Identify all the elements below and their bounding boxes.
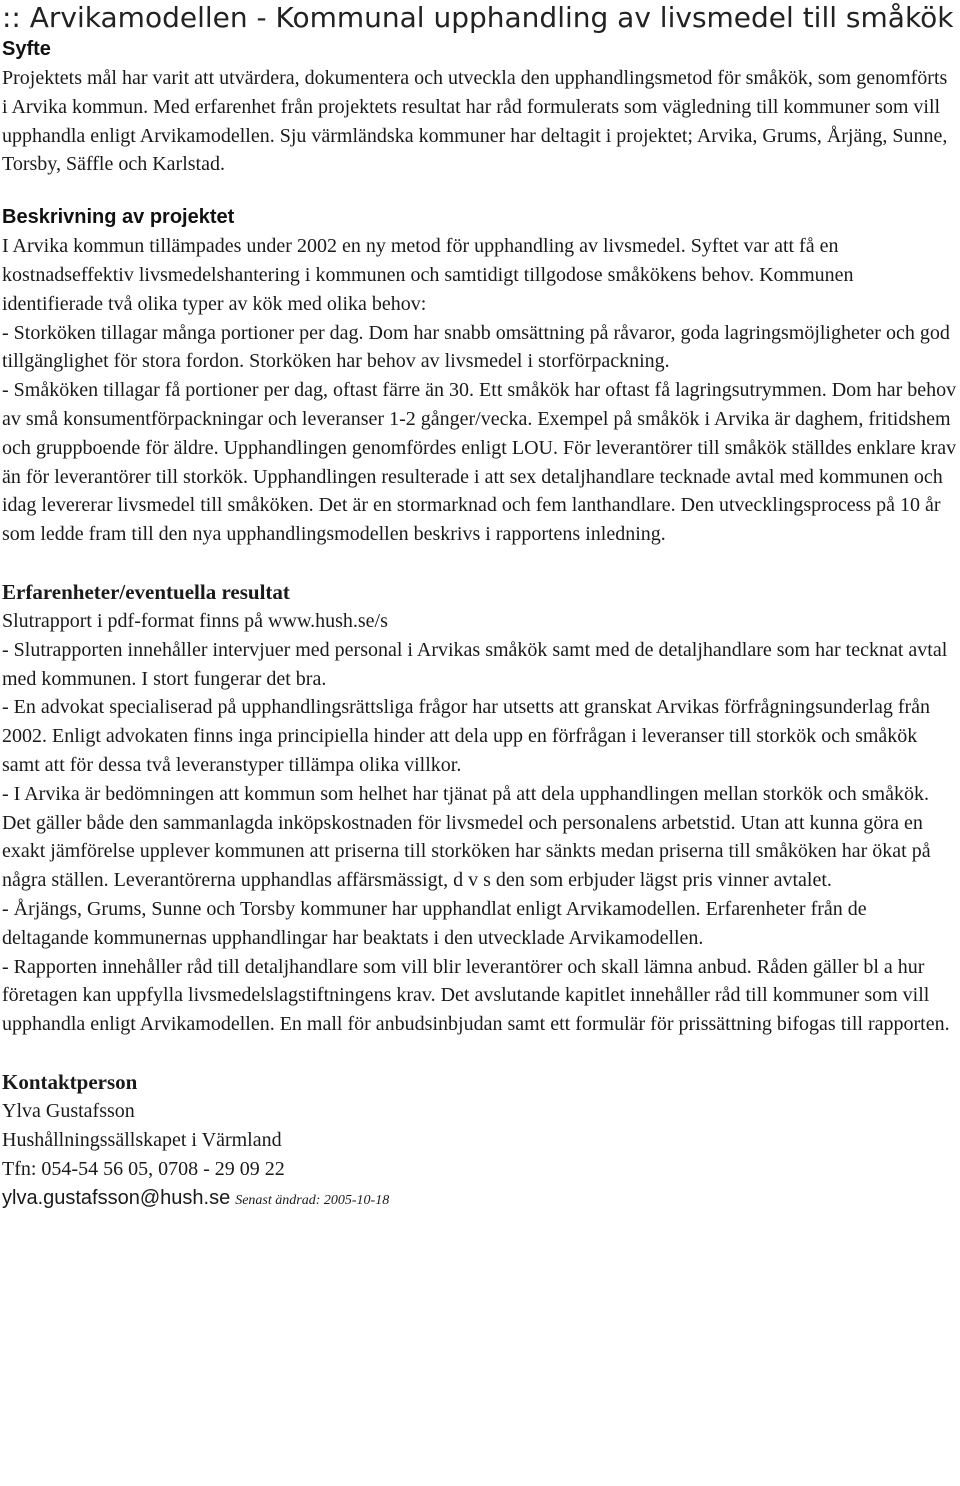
erfarenheter-paragraph-6: - Rapporten innehåller råd till detaljhandlare som vill blir leverantörer och skall lämna anbud. Råden gäller bl a hur företagen kan uppfylla livsmedelslagstiftningens krav. Det avslutande kapitlet innehåller råd till kommuner som vill upphandla enligt Arvikamodellen. En mall för anbudsinbjudan samt ett formulär för prissättning bifogas till rapporten. (2, 955, 950, 1036)
page-title: :: Arvikamodellen - Kommunal upphandling av livsmedel till småkök (2, 1, 954, 34)
beskrivning-paragraph-1: I Arvika kommun tillämpades under 2002 en ny metod för upphandling av livsmedel. Syftet var att få en kostnadseffektiv livsmedelshantering i kommunen och samtidigt tillgodose småkökens behov. Kommunen identifierade två olika typer av kök med olika behov: (2, 235, 854, 315)
section-heading-kontakt: Kontaktperson (2, 1069, 138, 1094)
last-changed: Senast ändrad: 2005-10-18 (235, 1192, 390, 1208)
erfarenheter-paragraph-1: Slutrapport i pdf-format finns på www.hush.se/s (2, 609, 388, 632)
erfarenheter-paragraph-5: - Årjängs, Grums, Sunne och Torsby kommuner har upphandlat enligt Arvikamodellen. Erfarenheter från de deltagande kommunernas upphandlingar har beaktats i den utvecklade Arvikamodellen. (2, 897, 867, 949)
spacer (2, 179, 957, 203)
section-heading-beskrivning: Beskrivning av projektet (2, 206, 235, 229)
section-heading-erfarenheter: Erfarenheter/eventuella resultat (2, 579, 290, 604)
syfte-text: Projektets mål har varit att utvärdera, dokumentera och utveckla den upphandlingsmetod för småkök, som genomförts i Arvika kommun. Med erfarenhet från projektets resultat har råd formulerats som vägledning till kommuner som vill upphandla enligt Arvikamodellen. Sju värmländska kommuner har deltagit i projektet; Arvika, Grums, Årjäng, Sunne, Torsby, Säffle och Karlstad. (2, 67, 948, 176)
section-heading-syfte: Syfte (2, 38, 51, 60)
contact-name: Ylva Gustafsson (2, 1099, 135, 1122)
erfarenheter-paragraph-4: - I Arvika är bedömningen att kommun som helhet har tjänat på att dela upphandlingen mellan storkök och småkök. Det gäller både den sammanlagda inköpskostnaden för livsmedel och personalens arbetstid. Utan att kunna göra en exakt jämförelse upplever kommunen att priserna till storköken har sänkts medan priserna till småköken har ökat på några ställen. Leverantörerna upphandlas affärsmässigt, d v s den som erbjuder lägst pris vinner avtalet. (2, 782, 931, 892)
contact-phone: Tfn: 054-54 56 05, 0708 - 29 09 22 (2, 1157, 285, 1180)
erfarenheter-paragraph-3: - En advokat specialiserad på upphandlingsrättsliga frågor har utsetts att granskat Arvikas förfrågningsunderlag från 2002. Enligt advokaten finns inga principiella hinder att dela upp en förfrågan i leveranser till storkök och småkök samt att för dessa två leveranstyper tillämpa olika villkor. (2, 696, 931, 776)
beskrivning-paragraph-2: - Storköken tillagar många portioner per dag. Dom har snabb omsättning på råvaror, goda lagringsmöjligheter och god tillgänglighet för stora fordon. Storköken har behov av livsmedel i storförpackning. (2, 321, 950, 373)
beskrivning-paragraph-3: - Småköken tillagar få portioner per dag, oftast färre än 30. Ett småkök har oftast få lagringsutrymmen. Dom har behov av små konsumentförpackningar och leveranser 1-2 gånger/vecka. Exempel på småkök i Arvika är daghem, fritidshem och gruppboende för äldre. Upphandlingen genomfördes enligt LOU. För leverantörer till småkök ställdes enklare krav än för leverantörer till storkök. Upphandlingen resulterade i att sex detaljhandlare tecknade avtal med kommunen och idag levererar livsmedel till småköken. Det är en stormarknad och fem lanthandlare. Den utvecklingsprocess på 10 år som ledde fram till den nya upphandlingsmodellen beskrivs i rapportens inledning. (2, 379, 957, 546)
spacer (2, 1039, 957, 1068)
spacer (2, 549, 957, 578)
contact-email-line (2, 1184, 957, 1215)
erfarenheter-paragraph-2: - Slutrapporten innehåller intervjuer med personal i Arvikas småkök samt med de detaljhandlare som har tecknat avtal med kommunen. I stort fungerar det bra. (2, 638, 948, 690)
contact-email[interactable]: ylva.gustafsson@hush.se (2, 1186, 231, 1209)
contact-organisation: Hushållningssällskapet i Värmland (2, 1128, 282, 1151)
